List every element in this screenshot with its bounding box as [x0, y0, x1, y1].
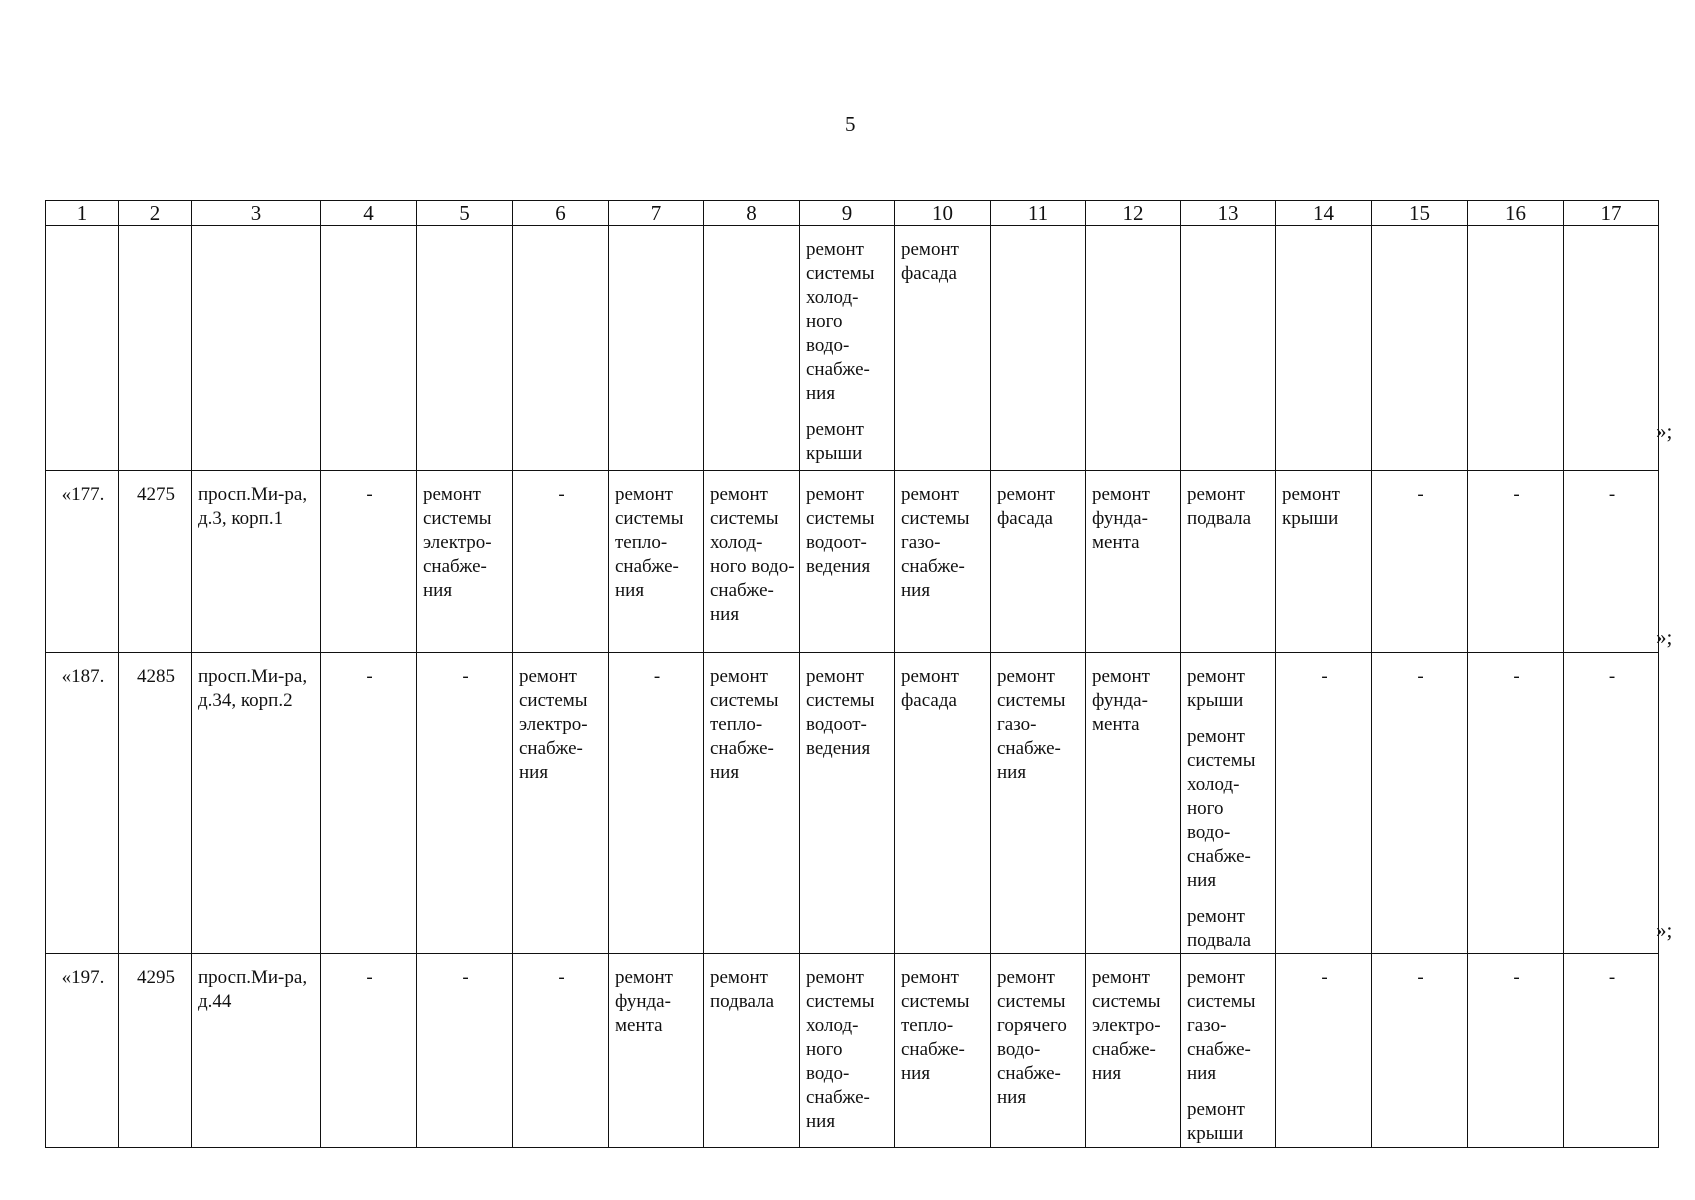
table-cell: [895, 954, 991, 1148]
cell-text: ремонт системы газо-снабже-ния: [1187, 967, 1256, 1084]
table-cell: [1372, 471, 1468, 653]
cell-text: ремонт системы холод-ного водо-снабже-ния: [1187, 726, 1256, 891]
table-cell: [1086, 471, 1181, 653]
table-cell: [1276, 226, 1372, 471]
table-cell: [1468, 653, 1564, 954]
table-cell: [119, 954, 192, 1148]
cell-text: ремонт системы электро-снабже-ния: [1092, 967, 1161, 1084]
table-cell: [417, 471, 513, 653]
cell-text: просп.Ми-ра, д.44: [198, 967, 308, 1012]
table-cell: [46, 653, 119, 954]
cell-text: ремонт системы электро-снабже-ния: [423, 484, 492, 601]
cell-text: -: [366, 484, 373, 505]
table-cell: [1564, 226, 1659, 471]
table-cell: [321, 226, 417, 471]
cell-text: -: [366, 967, 373, 988]
table-cell: [800, 226, 895, 471]
cell-text: ремонт системы водоот-ведения: [806, 484, 875, 577]
table-cell: [1086, 954, 1181, 1148]
table-cell: [991, 954, 1086, 1148]
row-end-mark: »;: [1656, 625, 1673, 649]
table-cell: [704, 954, 800, 1148]
table-cell: [704, 226, 800, 471]
cell-text: -: [1608, 484, 1616, 505]
header-cell: 6: [513, 201, 609, 226]
table-cell: [609, 653, 704, 954]
cell-text: -: [462, 666, 469, 687]
table-cell: [1564, 653, 1659, 954]
table-cell: [119, 653, 192, 954]
table-row: [46, 954, 1659, 1148]
header-cell: 2: [119, 201, 192, 226]
cell-text: ремонт фунда-мента: [1092, 666, 1150, 735]
cell-text: ремонт системы газо-снабже-ния: [997, 666, 1066, 783]
header-cell: 15: [1372, 201, 1468, 226]
cell-text: -: [1321, 967, 1328, 988]
cell-text: ремонт системы водоот-ведения: [806, 666, 875, 759]
table-cell: [321, 954, 417, 1148]
header-cell: 5: [417, 201, 513, 226]
cell-text: -: [1417, 967, 1424, 988]
table-cell: [800, 653, 895, 954]
table-row: [46, 226, 1659, 471]
cell-text: 4295: [137, 967, 175, 988]
cell-text: «187.: [61, 666, 105, 687]
cell-text: «197.: [61, 967, 105, 988]
cell-text: ремонт фасада: [997, 484, 1055, 529]
page-number: 5: [845, 112, 856, 136]
header-cell: 12: [1086, 201, 1181, 226]
table-cell: [192, 226, 321, 471]
cell-text: ремонт подвала: [710, 967, 775, 1012]
cell-text: ремонт крыши: [1187, 1099, 1245, 1144]
cell-text: -: [558, 484, 565, 505]
cell-text: ремонт системы горячего водо-снабже-ния: [997, 967, 1067, 1108]
header-cell: 4: [321, 201, 417, 226]
cell-text: ремонт крыши: [1187, 666, 1245, 711]
table-row: [46, 653, 1659, 954]
table-cell: [46, 226, 119, 471]
cell-text: -: [558, 967, 565, 988]
header-cell: 17: [1564, 201, 1659, 226]
header-cell: 3: [192, 201, 321, 226]
table-cell: [321, 471, 417, 653]
table-cell: [513, 226, 609, 471]
table-cell: [800, 954, 895, 1148]
cell-text: -: [462, 967, 469, 988]
cell-text: ремонт крыши: [1282, 484, 1340, 529]
table-cell: [417, 653, 513, 954]
table-cell: [895, 653, 991, 954]
table-cell: [417, 226, 513, 471]
header-cell: 14: [1276, 201, 1372, 226]
cell-text: -: [1513, 967, 1520, 988]
cell-text: «177.: [61, 484, 105, 505]
table-cell: [1372, 954, 1468, 1148]
header-cell: 8: [704, 201, 800, 226]
table-cell: [119, 226, 192, 471]
table-cell: [321, 653, 417, 954]
table-cell: [1276, 471, 1372, 653]
table-cell: [119, 471, 192, 653]
table-cell: [1564, 471, 1659, 653]
header-cell: 1: [46, 201, 119, 226]
cell-text: -: [1417, 484, 1424, 505]
table-header-row: [46, 201, 1659, 226]
table-cell: [46, 954, 119, 1148]
table-cell: [704, 471, 800, 653]
table-cell: [704, 653, 800, 954]
cell-text: ремонт системы газо-снабже-ния: [901, 484, 970, 601]
cell-text: -: [1513, 484, 1520, 505]
header-cell: 10: [895, 201, 991, 226]
table-cell: [609, 226, 704, 471]
table-cell: [1468, 954, 1564, 1148]
table-cell: [1181, 653, 1276, 954]
table-cell: [895, 471, 991, 653]
header-cell: 7: [609, 201, 704, 226]
table-cell: [513, 653, 609, 954]
cell-text: -: [653, 666, 661, 687]
table-cell: [1086, 226, 1181, 471]
cell-text: просп.Ми-ра, д.34, корп.2: [198, 666, 308, 711]
row-end-mark: »;: [1656, 918, 1673, 942]
table-cell: [1086, 653, 1181, 954]
cell-text: ремонт фасада: [901, 239, 959, 284]
table-cell: [991, 226, 1086, 471]
repair-schedule-table: [45, 200, 1659, 1148]
cell-text: 4275: [137, 484, 175, 505]
table-cell: [192, 954, 321, 1148]
cell-text: ремонт подвала: [1187, 906, 1252, 951]
cell-text: 4285: [137, 666, 175, 687]
cell-text: -: [366, 666, 373, 687]
table-cell: [192, 653, 321, 954]
cell-text: -: [1321, 666, 1328, 687]
cell-text: ремонт подвала: [1187, 484, 1252, 529]
table-cell: [609, 954, 704, 1148]
cell-text: -: [1513, 666, 1520, 687]
header-cell: 11: [991, 201, 1086, 226]
cell-text: ремонт фунда-мента: [1092, 484, 1150, 553]
cell-text: ремонт системы холод-ного водо-снабже-ния: [806, 239, 875, 404]
table-cell: [1372, 226, 1468, 471]
table-cell: [46, 471, 119, 653]
table-cell: [991, 471, 1086, 653]
table-cell: [1372, 653, 1468, 954]
cell-text: ремонт системы тепло-снабже-ния: [710, 666, 779, 783]
table-cell: [513, 954, 609, 1148]
cell-text: ремонт системы холод-ного водо-снабже-ния: [806, 967, 875, 1132]
cell-text: ремонт системы электро-снабже-ния: [519, 666, 588, 783]
table-cell: [1276, 653, 1372, 954]
cell-text: ремонт системы тепло-снабже-ния: [901, 967, 970, 1084]
table-cell: [192, 471, 321, 653]
header-cell: 9: [800, 201, 895, 226]
table-cell: [895, 226, 991, 471]
cell-text: -: [1608, 967, 1616, 988]
row-end-mark: »;: [1656, 419, 1673, 443]
cell-text: ремонт фунда-мента: [615, 967, 673, 1036]
table-cell: [991, 653, 1086, 954]
cell-text: -: [1608, 666, 1616, 687]
table-cell: [1468, 226, 1564, 471]
table-cell: [1276, 954, 1372, 1148]
table-cell: [609, 471, 704, 653]
cell-text: ремонт фасада: [901, 666, 959, 711]
cell-text: ремонт системы холод-ного водо-снабже-ния: [710, 484, 795, 625]
cell-text: просп.Ми-ра, д.3, корп.1: [198, 484, 308, 529]
table-row: [46, 471, 1659, 653]
table-cell: [800, 471, 895, 653]
table-cell: [1181, 471, 1276, 653]
header-cell: 16: [1468, 201, 1564, 226]
table-cell: [1564, 954, 1659, 1148]
cell-text: ремонт системы тепло-снабже-ния: [615, 484, 684, 601]
cell-text: -: [1417, 666, 1424, 687]
table-cell: [1468, 471, 1564, 653]
cell-text: ремонт крыши: [806, 419, 864, 464]
table-cell: [513, 471, 609, 653]
header-cell: 13: [1181, 201, 1276, 226]
table-cell: [1181, 226, 1276, 471]
table-cell: [417, 954, 513, 1148]
table-cell: [1181, 954, 1276, 1148]
